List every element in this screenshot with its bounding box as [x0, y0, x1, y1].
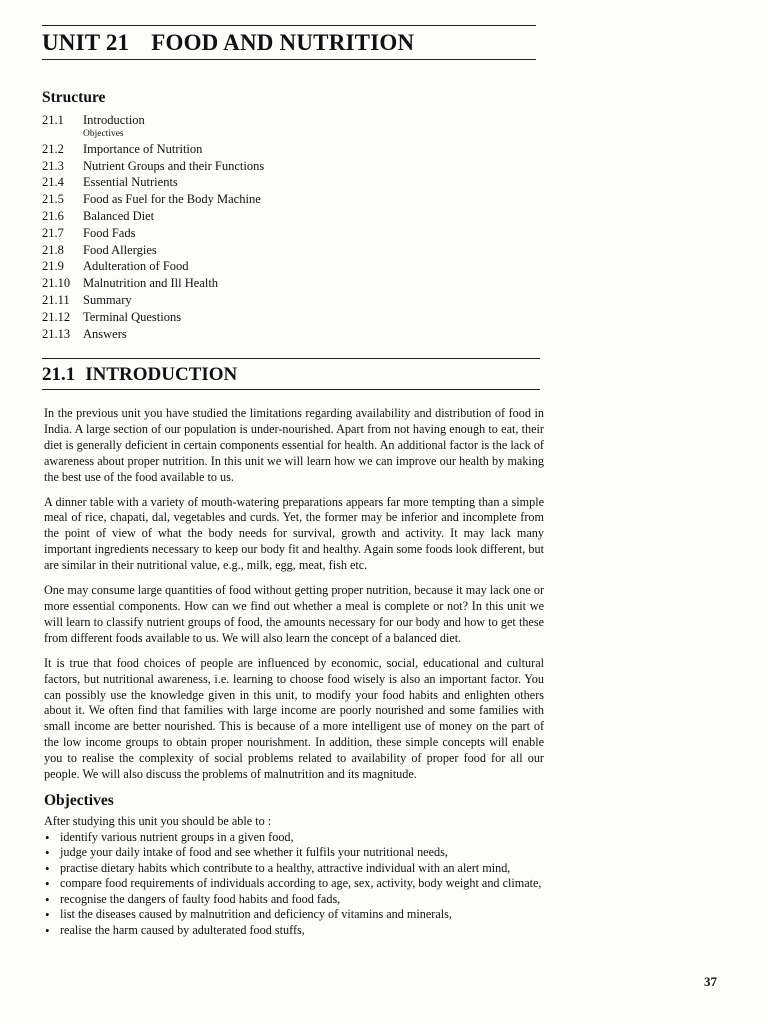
- objectives-list: [44, 831, 544, 938]
- toc-item-label: Summary: [83, 292, 132, 307]
- toc-item: [42, 242, 264, 259]
- bullet-icon: •: [45, 845, 50, 861]
- objective-item: [44, 862, 544, 876]
- objective-text: compare food requirements of individuals according to age, sex, activity, body weight and climate,: [60, 876, 542, 891]
- unit-number: UNIT 21: [42, 30, 130, 55]
- toc-item-number: 21.6: [42, 208, 64, 223]
- toc-item-label: Introduction: [83, 113, 145, 127]
- section-body: [44, 406, 544, 939]
- objective-item: [44, 924, 544, 938]
- objectives-heading: Objectives: [44, 791, 114, 809]
- objective-item: [44, 831, 544, 845]
- toc-item: [42, 309, 264, 326]
- bullet-icon: •: [45, 907, 50, 923]
- toc-item-label: Nutrient Groups and their Functions: [83, 158, 265, 173]
- toc-item-number: 21.3: [42, 158, 64, 173]
- bullet-icon: •: [45, 860, 50, 876]
- toc-item-number: 21.12: [42, 309, 71, 324]
- toc-item: [42, 141, 264, 158]
- toc-item: [42, 225, 264, 242]
- bullet-icon: •: [45, 922, 50, 938]
- toc-item: [42, 292, 264, 309]
- objective-text: recognise the dangers of faulty food habits and food fads,: [60, 891, 341, 906]
- toc-item: [42, 258, 264, 275]
- unit-title-underline: [42, 59, 536, 60]
- objective-text: list the diseases caused by malnutrition and deficiency of vitamins and minerals,: [60, 907, 452, 922]
- bullet-icon: •: [45, 891, 50, 907]
- toc-item-label: Food Allergies: [83, 242, 157, 257]
- toc-item-number: 21.10: [42, 276, 71, 291]
- toc-item-label: Balanced Diet: [83, 208, 155, 223]
- toc-item-number: 21.4: [42, 175, 64, 190]
- objective-item: [44, 846, 544, 860]
- objective-item: [44, 877, 544, 891]
- toc-subitem: Objectives: [83, 128, 124, 139]
- toc-item-label: Food Fads: [83, 225, 136, 240]
- objective-text: judge your daily intake of food and see whether it fulfils your nutritional needs,: [60, 845, 448, 860]
- page-number: 37: [704, 974, 717, 989]
- section-underline: [42, 389, 540, 390]
- toc-item: [42, 158, 264, 175]
- toc-item-number: 21.9: [42, 259, 64, 274]
- objective-text: identify various nutrient groups in a given food,: [60, 829, 294, 844]
- paragraph: One may consume large quantities of food without getting proper nutrition, because it may lack one or more essential components. How can we find out whether a meal is complete or not? In this unit we will learn to classify nutrient groups of food, the amounts necessary for our body and how to get these from different foods available to us. We will also learn the concept of a balanced diet.: [44, 583, 544, 645]
- toc-item-label: Importance of Nutrition: [83, 141, 203, 156]
- toc-item-label: Adulteration of Food: [83, 259, 189, 274]
- paragraph: It is true that food choices of people are influenced by economic, social, educational and cultural factors, but nutritional awareness, i.e. learning to choose food wisely is also an important factor. You can possibly use the knowledge given in this unit, to modify your food habits and enlighten others about it. We often find that families with large income are poorly nourished and some families with small income are better nourished. This is because of a more intelligent use of money on the part of the low income groups to obtain proper nourishment. In addition, these simple concepts will enable you to realise the complexity of social problems related to availability of proper food for all our people. We will also discuss the problems of malnutrition and its magnitude.: [44, 655, 544, 782]
- bullet-icon: •: [45, 829, 50, 845]
- toc-item-number: 21.7: [42, 225, 64, 240]
- toc-item: [42, 112, 264, 129]
- toc-item-number: 21.2: [42, 141, 64, 156]
- unit-title: [42, 30, 414, 56]
- bullet-icon: •: [45, 876, 50, 892]
- toc-item-number: 21.13: [42, 326, 71, 341]
- objective-item: [44, 908, 544, 922]
- toc-item-number: 21.8: [42, 242, 64, 257]
- section-title-text: INTRODUCTION: [85, 364, 238, 385]
- objective-text: realise the harm caused by adulterated food stuffs,: [60, 922, 305, 937]
- toc-item-label: Answers: [83, 326, 127, 341]
- toc-item: [42, 208, 264, 225]
- toc-item: [42, 326, 264, 343]
- toc-item-number: 21.5: [42, 192, 64, 207]
- objective-item: [44, 893, 544, 907]
- toc-item-label: Essential Nutrients: [83, 175, 178, 190]
- section-number: 21.1: [42, 364, 76, 385]
- toc-item-number: 21.11: [42, 292, 70, 307]
- toc-item-number: 21.1: [42, 113, 64, 127]
- section-title: [42, 364, 237, 386]
- toc-item-label: Terminal Questions: [83, 309, 182, 324]
- paragraph: A dinner table with a variety of mouth-watering preparations appears far more tempting than a simple meal of rice, chapati, dal, vegetables and curds. Yet, the former may be inferior and incomplete from the point of view of what the body needs for survival, growth and activity. It may lack many important ingredients necessary to keep our body fit and healthy. Again some foods look different, but are similar in their nutritional value, e.g., milk, egg, meat, fish etc.: [44, 494, 544, 573]
- structure-heading: Structure: [42, 89, 106, 106]
- section-top-rule: [42, 358, 540, 359]
- unit-title-text: FOOD AND NUTRITION: [151, 30, 415, 55]
- paragraph: In the previous unit you have studied the limitations regarding availability and distribution of food in India. A large section of our population is under-nourished. Apart from not having enough to eat, their diet is generally deficient in certain components essential for health. An additional factor is the lack of awareness about proper nutrition. In this unit we will learn how we can improve our health by making the best use of the food available to us.: [44, 406, 544, 484]
- toc-item-label: Malnutrition and Ill Health: [83, 276, 219, 291]
- toc-item: [42, 191, 264, 208]
- structure-list: [42, 112, 264, 342]
- toc-item: [42, 174, 264, 191]
- top-rule: [42, 25, 536, 26]
- toc-item-label: Food as Fuel for the Body Machine: [83, 192, 261, 207]
- objectives-intro: After studying this unit you should be able to :: [44, 813, 272, 828]
- objective-text: practise dietary habits which contribute to a healthy, attractive individual with an alert mind,: [60, 860, 511, 875]
- toc-item: [42, 275, 264, 292]
